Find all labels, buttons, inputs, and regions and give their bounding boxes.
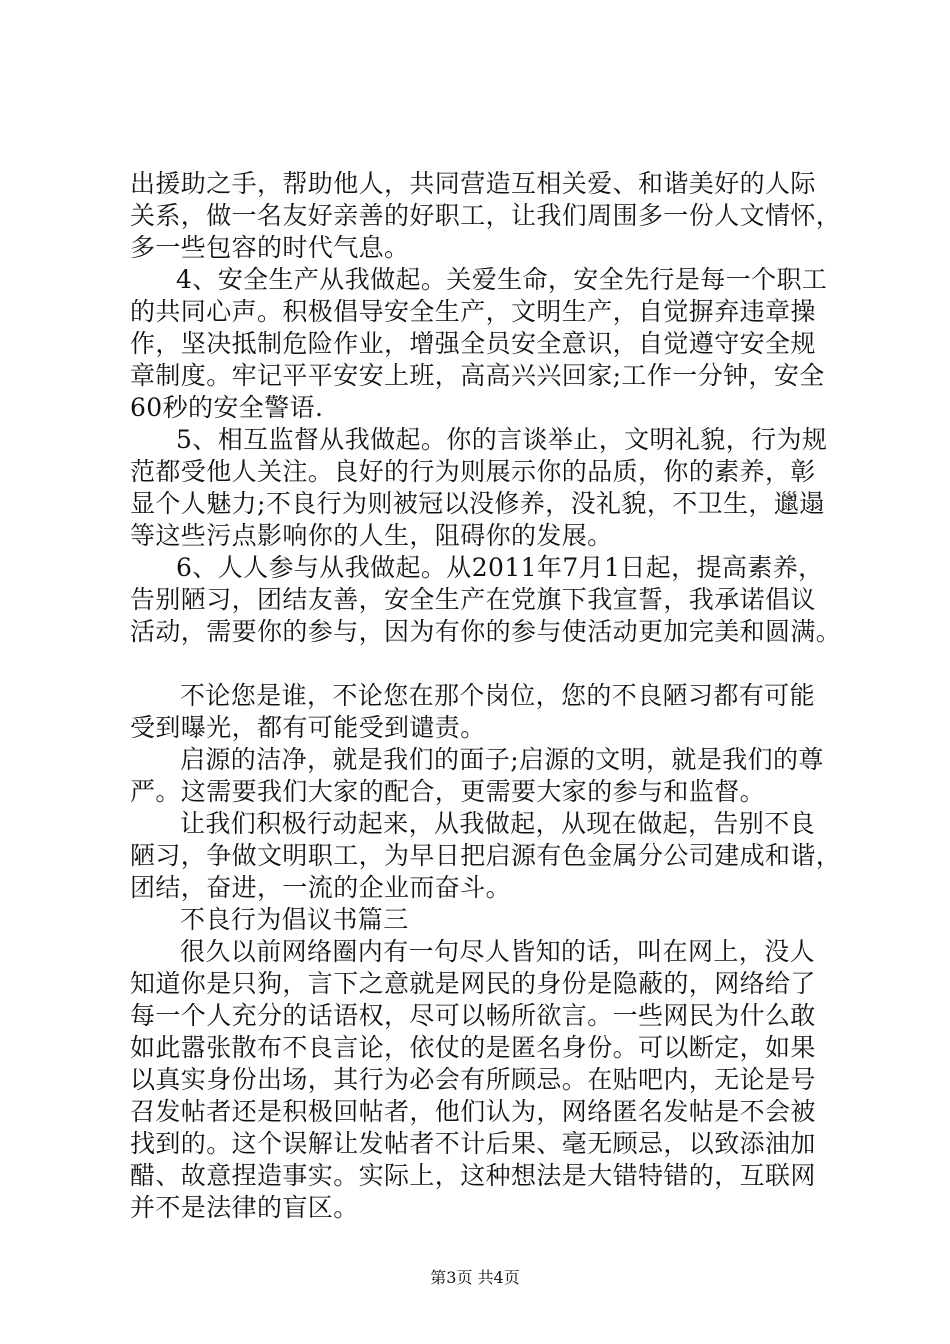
text-line: 活动，需要你的参与，因为有你的参与使活动更加完美和圆满。	[130, 617, 842, 646]
text-line: 每一个人充分的话语权，尽可以畅所欲言。一些网民为什么敢	[130, 1001, 816, 1030]
text-line: 的共同心声。积极倡导安全生产，文明生产，自觉摒弃违章操	[130, 297, 816, 326]
text-line: 关系，做一名友好亲善的好职工，让我们周围多一份人文情怀，	[130, 201, 842, 230]
text-line: 出援助之手，帮助他人，共同营造互相关爱、和谐美好的人际	[130, 169, 816, 198]
text-line: 如此嚣张散布不良言论，依仗的是匿名身份。可以断定，如果	[130, 1033, 816, 1062]
text-line: 作，坚决抵制危险作业，增强全员安全意识，自觉遵守安全规	[130, 329, 816, 358]
text-line: 以真实身份出场，其行为必会有所顾忌。在贴吧内，无论是号	[130, 1065, 816, 1094]
text-line: 显个人魅力;不良行为则被冠以没修养，没礼貌，不卫生，邋遢	[130, 489, 825, 518]
text-line: 范都受他人关注。良好的行为则展示你的品质，你的素养，彰	[130, 457, 816, 486]
text-line: 并不是法律的盲区。	[130, 1193, 359, 1222]
list-item-heading: 6、人人参与从我做起。从2011年7月1日起，提高素养，	[176, 553, 824, 582]
list-item-heading: 5、相互监督从我做起。你的言谈举止，文明礼貌，行为规	[176, 425, 828, 454]
text-line: 受到曝光，都有可能受到谴责。	[130, 713, 486, 742]
text-line: 章制度。牢记平平安安上班，高高兴兴回家;工作一分钟，安全	[130, 361, 825, 390]
paragraph-start: 启源的洁净，就是我们的面子;启源的文明，就是我们的尊	[180, 745, 824, 774]
text-line: 找到的。这个误解让发帖者不计后果、毫无顾忌，以致添油加	[130, 1129, 816, 1158]
body-text	[130, 168, 850, 1224]
paragraph-start: 很久以前网络圈内有一句尽人皆知的话，叫在网上，没人	[180, 937, 816, 966]
text-line: 陋习，争做文明职工，为早日把启源有色金属分公司建成和谐，	[130, 841, 842, 870]
paragraph-start: 不论您是谁，不论您在那个岗位，您的不良陋习都有可能	[180, 681, 816, 710]
text-line: 多一些包容的时代气息。	[130, 233, 410, 262]
text-line: 60秒的安全警语.	[130, 393, 324, 422]
text-line: 等这些污点影响你的人生，阻碍你的发展。	[130, 521, 613, 550]
paragraph-start: 让我们积极行动起来，从我做起，从现在做起，告别不良	[180, 809, 816, 838]
paragraph-spacer	[130, 648, 850, 680]
text-line: 严。这需要我们大家的配合，更需要大家的参与和监督。	[130, 777, 766, 806]
text-line: 召发帖者还是积极回帖者，他们认为，网络匿名发帖是不会被	[130, 1097, 816, 1126]
text-line: 知道你是只狗，言下之意就是网民的身份是隐蔽的，网络给了	[130, 969, 816, 998]
section-heading: 不良行为倡议书篇三	[180, 905, 409, 934]
list-item-heading: 4、安全生产从我做起。关爱生命，安全先行是每一个职工	[176, 265, 828, 294]
text-line: 团结，奋进，一流的企业而奋斗。	[130, 873, 512, 902]
page-number-footer: 第3页 共4页	[430, 1268, 520, 1287]
text-line: 告别陋习，团结友善，安全生产在党旗下我宣誓，我承诺倡议	[130, 585, 816, 614]
text-line: 醋、故意捏造事实。实际上，这种想法是大错特错的，互联网	[130, 1161, 816, 1190]
